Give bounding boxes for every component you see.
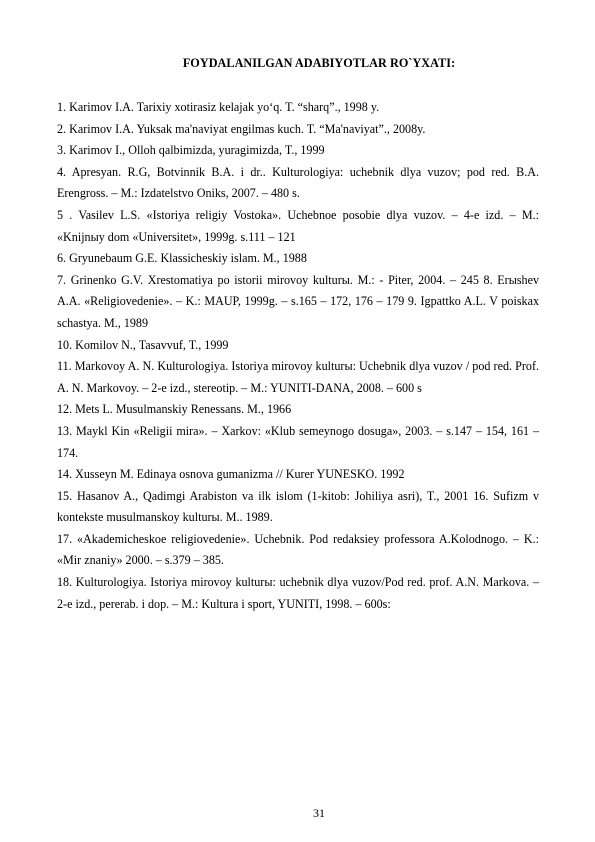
reference-item-18: 18. Kulturologiya. Istoriya mirovoy kulturы: uchebnik dlya vuzov/Pod red. prof. A.N. Markova. – 2-e izd., pererab. i dop. – M.: Kultura i sport, YUNITI, 1998. – 600s: [57, 575, 539, 611]
reference-item-13: 13. Maykl Kin «Religii mira». – Xarkov: «Klub semeynogo dosuga», 2003. – s.147 – 154, 161 – 174. [57, 423, 539, 460]
references-heading: FOYDALANILGAN ADABIYOTLAR RO`YXATI: [182, 56, 456, 70]
reference-item-3: 3. Karimov I., Olloh qalbimizda, yuragimizda, T., 1999 [57, 143, 325, 158]
reference-item-2: 2. Karimov I.A. Yuksak ma'naviyat engilmas kuch. T. “Ma'naviyat”., 2008y. [57, 121, 426, 136]
reference-item-17: 17. «Akademicheskoe religiovedenie». Uchebnik. Pod redaksiey professora A.Kolodnogo. – K.: «Mir znaniy» 2000. – s.379 – 385. [57, 531, 539, 568]
reference-item-15: 15. Hasanov A., Qadimgi Arabiston va ilk islom (1-kitob: Johiliya asri), T., 2001 16. Sufizm v kontekste musulmanskoy kulturы. M.. 1989. [57, 488, 539, 525]
page-number: 31 [313, 806, 325, 820]
reference-item-4: 4. Apresyan. R.G, Botvinnik B.A. i dr.. Kulturologiya: uchebnik dlya vuzov; pod red. B.A. Erengross. – M.: Izdatelstvo Oniks, 2007. – 480 s. [57, 164, 539, 201]
reference-item-5: 5 . Vasilev L.S. «Istoriya religiy Vostoka». Uchebnoe posobie dlya vuzov. – 4-e izd. – M.: «Knijnыy dom «Universitet», 1999g. s.111 – 121 [57, 207, 539, 244]
reference-item-14: 14. Xusseyn M. Edinaya osnova gumanizma // Kurer YUNESKO. 1992 [57, 467, 405, 482]
reference-item-11: 11. Markovoy A. N. Kulturologiya. Istoriya mirovoy kulturы: Uchebnik dlya vuzov / pod red. Prof. A. N. Markovoy. – 2-e izd., stereotip. – M.: YUNITI-DANA, 2008. – 600 s [57, 359, 539, 395]
reference-item-12: 12. Mets L. Musulmanskiy Renessans. M., 1966 [57, 402, 292, 417]
reference-item-10: 10. Komilov N., Tasavvuf, T., 1999 [57, 337, 229, 352]
reference-item-6: 6. Gryunebaum G.E. Klassicheskiy islam. M., 1988 [57, 251, 307, 266]
reference-item-1: 1. Karimov I.A. Tarixiy xotirasiz kelajak yo‘q. T. “sharq”., 1998 y. [57, 100, 380, 114]
reference-item-7: 7. Grinenko G.V. Xrestomatiya po istorii mirovoy kulturы. M.: - Piter, 2004. – 245 8. Erыshev A.A. «Religiovedenie». – K.: MAUP, 1999g. – s.165 – 172, 176 – 179 9. Igpattko A.L. V poiskax schastya. M., 1989 [57, 272, 539, 330]
reference-list [57, 97, 539, 615]
